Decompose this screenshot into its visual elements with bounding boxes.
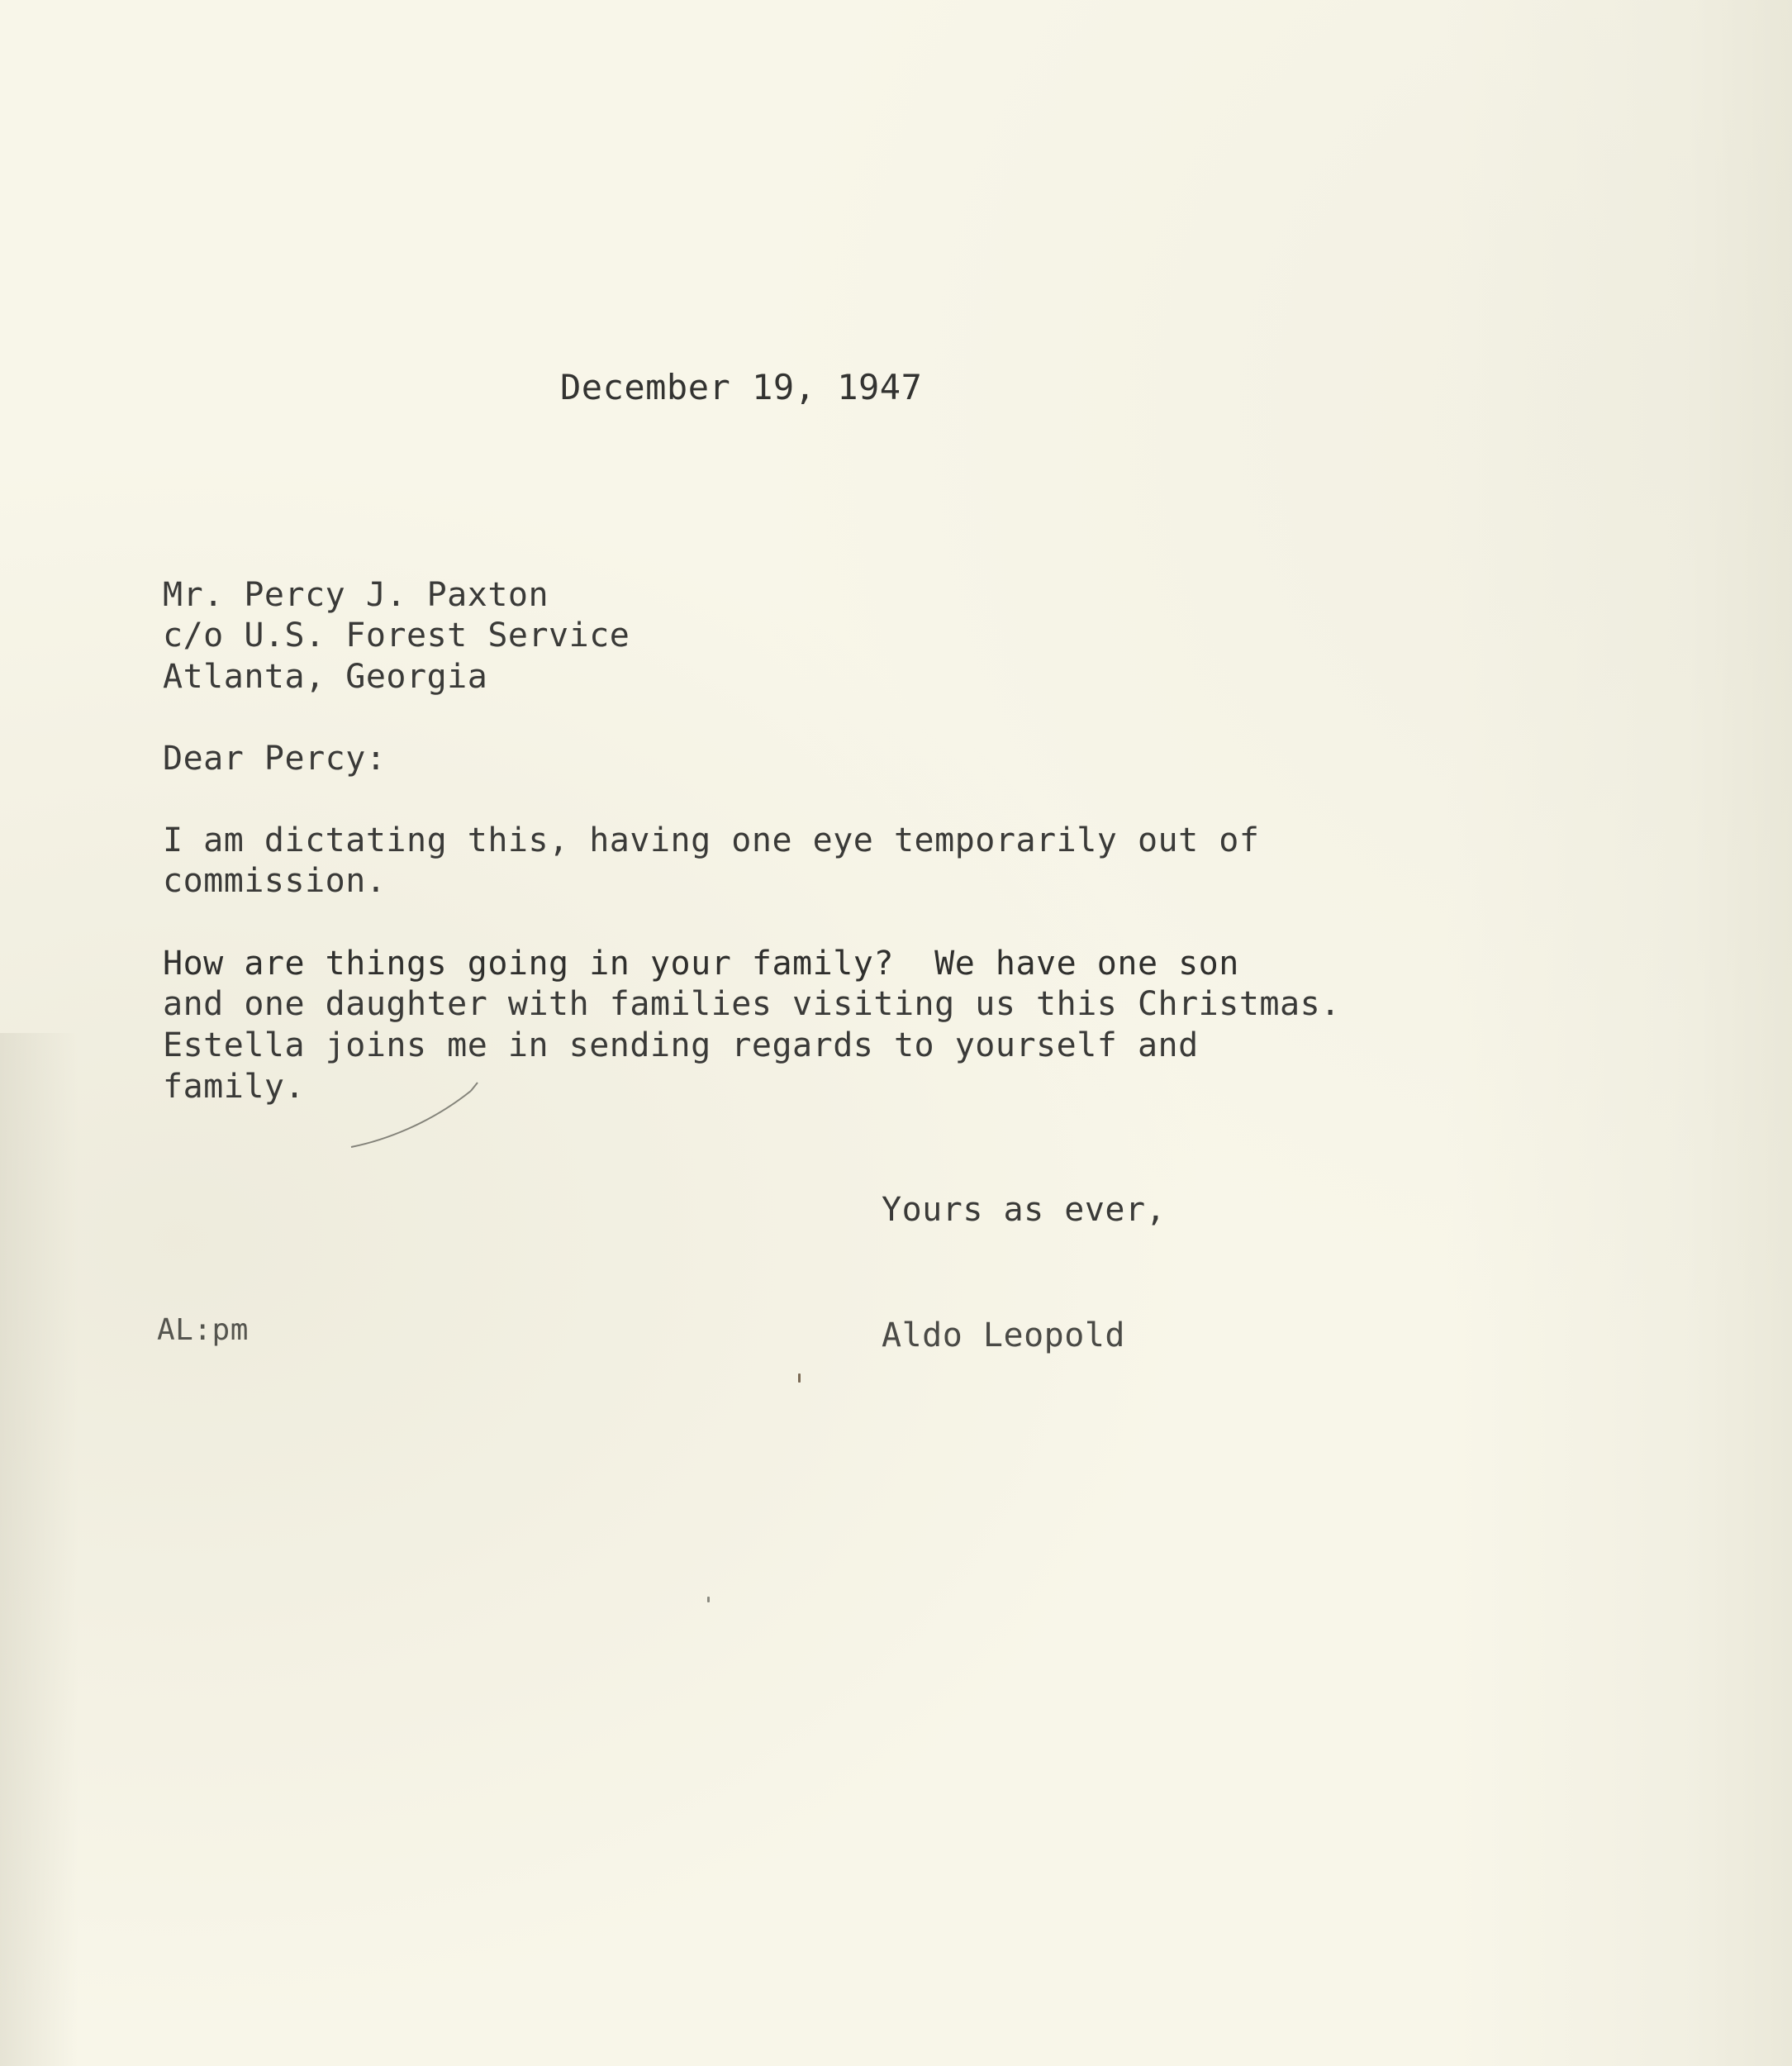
paragraph-1-line-2: commission. <box>163 862 387 900</box>
recipient-organization: c/o U.S. Forest Service <box>163 616 630 655</box>
paper-speck <box>798 1373 801 1383</box>
signature-name: Aldo Leopold <box>882 1316 1125 1354</box>
closing: Yours as ever, <box>882 1191 1167 1229</box>
letter-date: December 19, 1947 <box>560 367 923 407</box>
paragraph-2-line-4: family. <box>163 1068 306 1106</box>
paragraph-1-line-1: I am dictating this, having one eye temporarily out of <box>163 821 1260 859</box>
recipient-location: Atlanta, Georgia <box>163 658 488 696</box>
paragraph-2-line-2: and one daughter with families visiting us this Christmas. <box>163 985 1341 1023</box>
salutation: Dear Percy: <box>163 740 387 778</box>
recipient-name: Mr. Percy J. Paxton <box>163 576 549 614</box>
paragraph-2-line-3: Estella joins me in sending regards to yourself and <box>163 1026 1199 1064</box>
typist-initials: AL:pm <box>157 1313 249 1347</box>
paragraph-2-line-1: How are things going in your family? We have one son <box>163 945 1239 983</box>
pen-stroke-mark <box>347 1074 496 1157</box>
paper-speck <box>707 1597 710 1602</box>
